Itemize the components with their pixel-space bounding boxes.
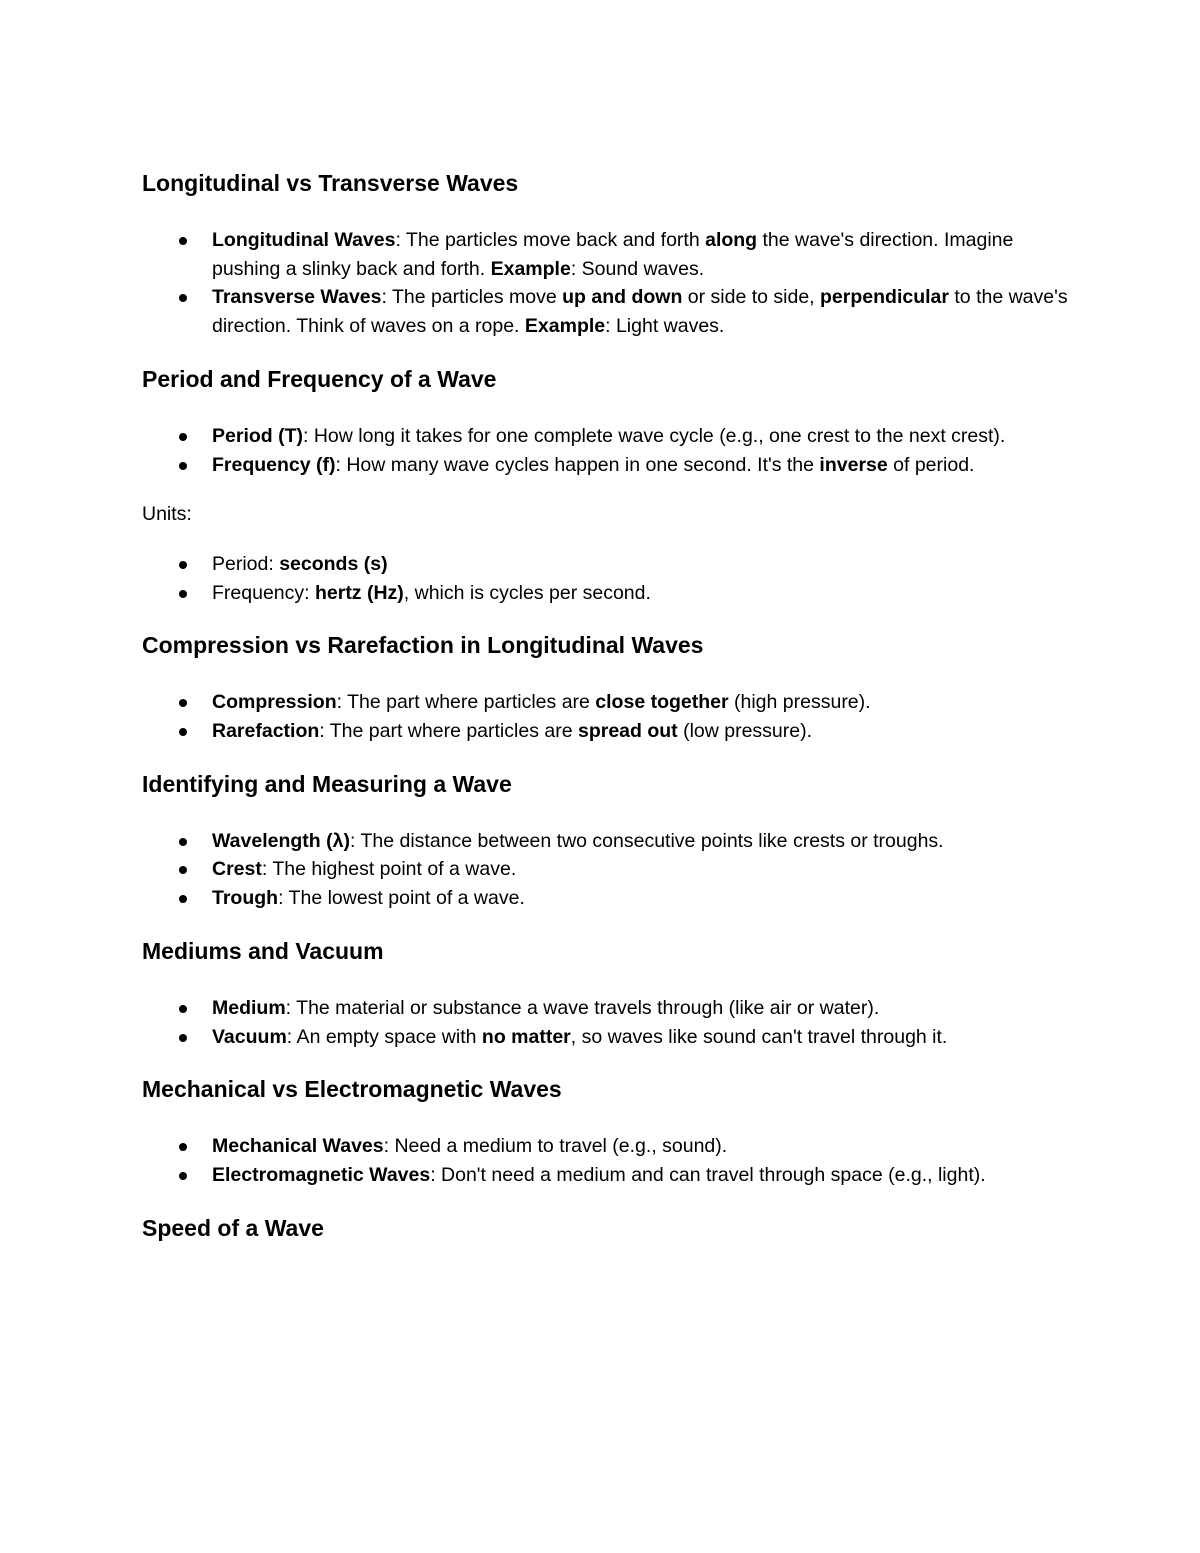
term: Compression (212, 691, 337, 714)
section-heading-identifying-measuring: Identifying and Measuring a Wave (142, 770, 512, 797)
emphasis: along (705, 229, 758, 251)
term: Vacuum (212, 1025, 287, 1048)
list-item-crest (142, 855, 1072, 884)
text: : An empty space with (286, 1025, 482, 1048)
text: : The particles move back and forth (395, 229, 706, 251)
list-item-frequency (142, 451, 1072, 480)
text: : Sound waves. (570, 257, 705, 280)
units-label: Units: (142, 503, 192, 526)
emphasis: up and down (562, 286, 683, 309)
text: (high pressure). (728, 691, 871, 714)
text: Frequency: (212, 581, 315, 604)
text: the wave's direction. Imagine pushing a slinky back and forth. (212, 229, 1014, 280)
text: : The lowest point of a wave. (278, 887, 525, 910)
emphasis: no matter (481, 1025, 571, 1048)
bullet-list (142, 422, 1072, 479)
term: Period (T) (212, 424, 303, 447)
text: : The part where particles are (319, 720, 578, 743)
text: : Need a medium to travel (e.g., sound). (383, 1135, 728, 1158)
section-heading-longitudinal-vs-transverse: Longitudinal vs Transverse Waves (142, 170, 519, 196)
emphasis: Example (490, 257, 571, 280)
section-heading-mediums-vacuum: Mediums and Vacuum (142, 937, 384, 964)
term: Longitudinal Waves (212, 229, 396, 251)
list-item-wavelength (142, 827, 1072, 856)
text: : The distance between two consecutive points like crests or troughs. (349, 829, 944, 852)
bullet-list (142, 1132, 1072, 1189)
list-item-trough (142, 884, 1072, 913)
list-item-vacuum (142, 1023, 1072, 1052)
text: : The highest point of a wave. (261, 858, 517, 881)
document-page (142, 166, 1072, 1245)
section-heading-period-frequency: Period and Frequency of a Wave (142, 365, 497, 392)
text: of period. (887, 453, 975, 476)
section-heading-compression-rarefaction: Compression vs Rarefaction in Longitudinal Waves (142, 632, 704, 659)
list-item-mechanical-waves (142, 1132, 1072, 1161)
term: Crest (212, 858, 262, 881)
term: Electromagnetic Waves (212, 1163, 431, 1186)
emphasis: inverse (819, 453, 888, 476)
list-item-longitudinal-waves (142, 226, 1072, 283)
term: Frequency (f) (212, 453, 336, 476)
term: Medium (212, 996, 286, 1019)
bullet-list (142, 688, 1072, 745)
text: , so waves like sound can't travel through it. (570, 1025, 948, 1048)
bullet-list (142, 994, 1072, 1051)
term: Transverse Waves (212, 286, 382, 309)
text: : The particles move (381, 286, 563, 309)
emphasis: hertz (Hz) (314, 581, 404, 604)
list-item-rarefaction (142, 717, 1072, 746)
term: Mechanical Waves (212, 1135, 384, 1158)
list-item-unit-frequency (142, 579, 1072, 608)
text: : Light waves. (605, 315, 725, 338)
text: : The material or substance a wave travels through (like air or water). (285, 996, 880, 1019)
emphasis: seconds (s) (279, 552, 388, 575)
section-heading-mechanical-electromagnetic: Mechanical vs Electromagnetic Waves (142, 1076, 562, 1103)
units-list (142, 550, 1072, 607)
list-item-unit-period (142, 550, 1072, 579)
section-heading-speed-of-a-wave: Speed of a Wave (142, 1214, 324, 1241)
term: Wavelength (λ) (212, 829, 350, 852)
text: : How long it takes for one complete wave cycle (e.g., one crest to the next crest). (303, 424, 1006, 447)
text: or side to side, (682, 286, 821, 309)
text: : How many wave cycles happen in one second. It's the (335, 453, 820, 476)
term: Rarefaction (212, 720, 320, 743)
text: : Don't need a medium and can travel through space (e.g., light). (430, 1163, 986, 1186)
list-item-electromagnetic-waves (142, 1161, 1072, 1190)
bullet-list (142, 827, 1072, 913)
emphasis: perpendicular (820, 286, 949, 309)
list-item-period (142, 422, 1072, 451)
text: , which is cycles per second. (403, 581, 651, 604)
text: to the wave's direction. Think of waves on a rope. (212, 286, 1068, 338)
text: Period: (212, 552, 280, 575)
text: : The part where particles are (336, 691, 596, 714)
emphasis: Example (524, 315, 606, 338)
term: Trough (212, 887, 279, 910)
list-item-compression (142, 688, 1072, 717)
list-item-medium (142, 994, 1072, 1023)
bullet-list (142, 226, 1072, 341)
list-item-transverse-waves (142, 283, 1072, 340)
emphasis: spread out (577, 720, 678, 743)
emphasis: close together (595, 691, 729, 714)
text: (low pressure). (677, 720, 813, 743)
